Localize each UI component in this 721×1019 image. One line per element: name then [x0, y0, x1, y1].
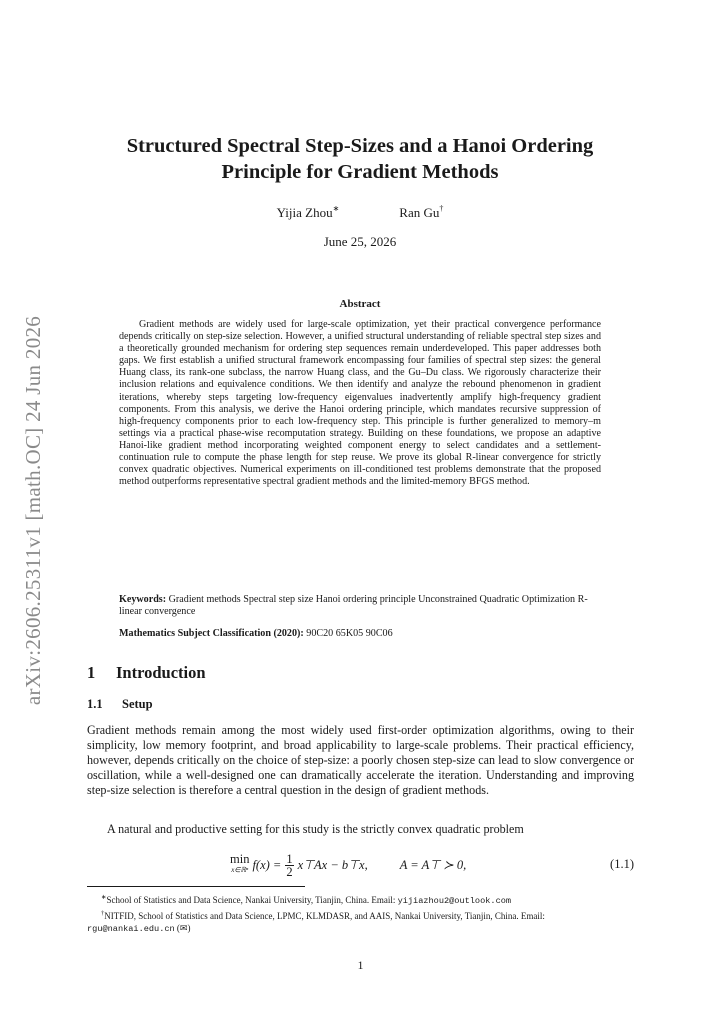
keywords-label: Keywords:	[119, 594, 167, 605]
footnote-mark: ∗	[101, 894, 107, 901]
footnotes	[87, 892, 634, 935]
author-name: Ran Gu	[399, 205, 440, 220]
equation-1-1	[87, 844, 634, 886]
min-text: min	[230, 852, 250, 866]
author-name: Yijia Zhou	[276, 205, 333, 220]
footnote-text: NITFID, School of Statistics and Data Science, LPMC, KLMDASR, and AAIS, Nankai University, Tianjin, China. Email:	[104, 910, 545, 921]
subsection-title: Setup	[122, 697, 153, 711]
equation-condition: A = A⊤ ≻ 0,	[399, 858, 467, 872]
section-title: Introduction	[116, 663, 206, 682]
author-1	[277, 204, 340, 221]
paper-title	[80, 133, 640, 185]
subsection-number: 1.1	[87, 697, 103, 711]
min-subscript: x∈ℝⁿ	[231, 866, 249, 874]
keywords-text: Gradient methods Spectral step size Hanoi ordering principle Unconstrained Quadratic Optimization R-linear convergence	[119, 594, 588, 618]
intro-paragraph-2: A natural and productive setting for this study is the strictly convex quadratic problem	[107, 822, 524, 836]
fraction-denominator: 2	[286, 864, 293, 879]
equation-lhs: f(x) =	[252, 857, 282, 872]
abstract-heading: Abstract	[339, 298, 381, 310]
title-line-2: Principle for Gradient Methods	[221, 161, 499, 183]
author-footnote-mark: ∗	[332, 204, 340, 213]
author-list	[80, 204, 640, 221]
equation-number: (1.1)	[610, 857, 634, 871]
abstract-text: Gradient methods are widely used for large-scale optimization, yet their practical convergence performance depends critically on step-size selection. However, a unified structural understanding of reliable spectral step sizes and a theoretically grounded mechanism for ordering step sequences remain underdeveloped. This paper addresses both gaps. We first establish a unified structural framework encompassing four families of spectral step sizes: the general Huang class, its rank-one subclass, the narrow Huang class, and the Gu–Du class. We rigorously characterize their inclusion relations and equivalence conditions. We then identify and analyze the rebound phenomenon in gradient iterations, whereby steps targeting low-frequency eigenvalues inadvertently amplify high-frequency gradient components. From this analysis, we derive the Hanoi ordering principle, which mandates recursive suppression of high-frequency components prior to each low-frequency step. This principle is further generalized to memory–m settings via a practical phase-wise recomputation strategy. Building on these foundations, we propose an adaptive Hanoi-like gradient method incorporating weighted component energy to select candidates and a settlement-continuation rule to compute the phase length for step reuse. We prove its global R-linear convergence for strictly convex quadratic objectives. Numerical experiments on ill-conditioned test problems demonstrate that the proposed method outperforms representative spectral gradient methods and the limited-memory BFGS method.	[119, 319, 601, 488]
equation-body	[230, 844, 466, 886]
equation-min-operator	[230, 854, 249, 876]
fraction-numerator: 1	[286, 851, 293, 866]
msc-codes: 90C20 65K05 90C06	[306, 628, 393, 639]
arxiv-identifier: arXiv:2606.25311v1 [math.OC] 24 Jun 2026	[21, 315, 46, 705]
publication-date: June 25, 2026	[323, 234, 397, 249]
footnote-suffix: (✉)	[174, 922, 191, 933]
footnote-1	[87, 892, 634, 908]
footnote-rule	[87, 886, 305, 887]
section-heading	[87, 663, 206, 683]
intro-paragraph-1: Gradient methods remain among the most widely used first-order optimization algorithms, owing to their simplicity, low memory footprint, and broad applicability to large-scale problems. Their practical efficiency, however, depends critically on the choice of step-size: a poorly chosen step-size can lead to slow convergence or oscillation, while a well-designed one can dramatically accelerate the iteration. Understanding and improving step-size selection is therefore a central question in the design of gradient methods.	[87, 723, 634, 798]
keywords	[119, 594, 601, 618]
footnote-email-link[interactable]: rgu@nankai.edu.cn	[87, 923, 175, 934]
footnote-2	[87, 908, 634, 936]
msc-classification	[119, 628, 601, 640]
author-footnote-mark: †	[439, 204, 444, 213]
equation-fraction	[285, 853, 293, 878]
equation-rhs: x⊤Ax − b⊤x,	[297, 858, 368, 872]
msc-label: Mathematics Subject Classification (2020):	[119, 628, 304, 639]
page-number: 1	[357, 958, 364, 972]
title-line-1: Structured Spectral Step-Sizes and a Hanoi Ordering	[126, 135, 594, 157]
subsection-heading	[87, 697, 153, 712]
footnote-text: School of Statistics and Data Science, Nankai University, Tianjin, China. Email:	[106, 895, 398, 905]
footnote-email-link[interactable]: yijiazhou2@outlook.com	[397, 896, 512, 906]
arxiv-side-stamp	[14, 285, 54, 735]
author-2	[399, 204, 443, 221]
section-number: 1	[87, 663, 96, 682]
footnote-mark: †	[101, 909, 105, 917]
